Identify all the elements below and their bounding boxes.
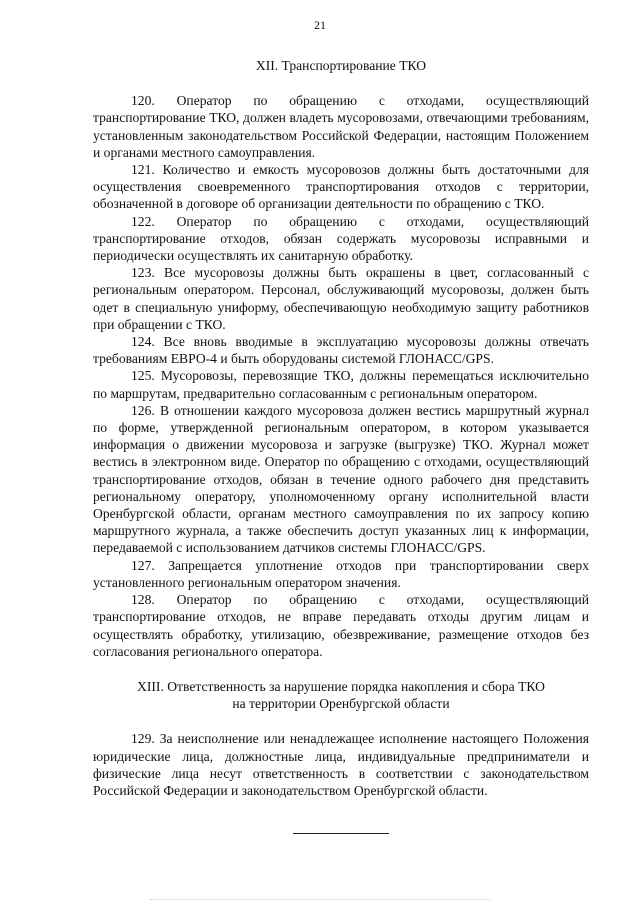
paragraph-120: 120. Оператор по обращению с отходами, осуществляющий транспортирование ТКО, должен владеть мусоровозами, отвечающими требованиям, установленным законодательством Российской Федерации, настоящим Положением и органами местного самоуправления. xyxy=(93,93,589,160)
paragraph-122: 122. Оператор по обращению с отходами, осуществляющий транспортирование отходов, обязан содержать мусоровозы исправными и периодически осуществлять их санитарную обработку. xyxy=(93,213,589,264)
paragraph-129: 129. За неисполнение или ненадлежащее исполнение настоящего Положения юридические лица, должностные лица, индивидуальные предприниматели и физические лица несут ответственность в соответствии с законодательством Российской Федерации и законодательством Оренбургской области. xyxy=(93,731,589,798)
paragraph-128: 128. Оператор по обращению с отходами, осуществляющий транспортирование отходов, не вправе передавать отходы другим лицам и осуществлять обработку, утилизацию, обезвреживание, размещение отходов без согласования регионального оператора. xyxy=(93,592,589,659)
paragraph-127: 127. Запрещается уплотнение отходов при транспортировании сверх установленного региональным оператором значения. xyxy=(93,557,589,590)
footer-scan-artifact xyxy=(150,899,490,901)
section-13-heading xyxy=(93,678,589,712)
section-13-heading-line-1: XIII. Ответственность за нарушение порядка накопления и сбора ТКО xyxy=(137,678,545,694)
document-body xyxy=(93,57,589,799)
paragraph-121: 121. Количество и емкость мусоровозов должны быть достаточными для осуществления своевременного транспортирования отходов с территории, обозначенной в договоре об организации деятельности по обращению с ТКО. xyxy=(93,162,589,212)
section-12-heading: XII. Транспортирование ТКО xyxy=(255,58,427,73)
paragraph-124: 124. Все вновь вводимые в эксплуатацию мусоровозы должны отвечать требованиям ЕВРО-4 и быть оборудованы системой ГЛОНАСС/GPS. xyxy=(93,334,589,367)
paragraph-126: 126. В отношении каждого мусоровоза должен вестись маршрутный журнал по форме, утвержденной региональным оператором, в котором указывается информация о движении мусоровоза и загрузке (выгрузке) ТКО. Журнал может вестись в электронном виде. Оператор по обращению с отходами, осуществляющий транспортирование отходов, обязан в течение одного рабочего дня представить региональному оператору, уполномоченному органу исполнительной власти Оренбургской области, органам местного самоуправления по их запросу копию маршрутного журнала, а также обеспечить доступ указанных лиц к информации, передаваемой с использованием датчиков системы ГЛОНАСС/GPS. xyxy=(93,402,589,556)
end-of-text-rule xyxy=(293,833,389,834)
section-13-heading-line-2: на территории Оренбургской области xyxy=(232,696,450,712)
paragraph-123: 123. Все мусоровозы должны быть окрашены в цвет, согласованный с региональным оператором. Персонал, обслуживающий мусоровозы, должен быть одет в специальную униформу, обеспечивающую необходимую защиту работников при обращении с ТКО. xyxy=(93,265,589,332)
page-number: 21 xyxy=(314,18,326,32)
paragraph-125: 125. Мусоровозы, перевозящие ТКО, должны перемещаться исключительно по маршрутам, предварительно согласованным с региональным оператором. xyxy=(93,368,589,401)
